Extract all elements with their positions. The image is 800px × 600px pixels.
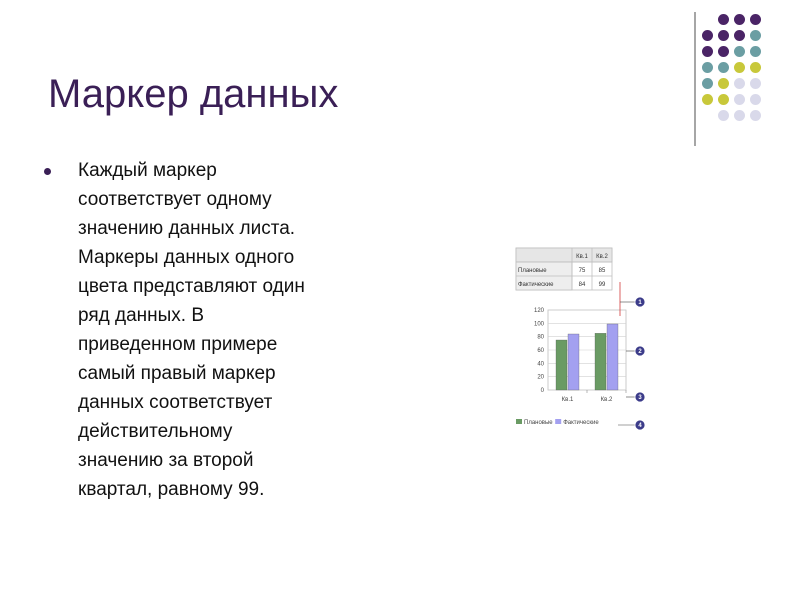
y-tick-label: 100 — [533, 321, 544, 328]
bullet-text: Каждый маркер соответствует одному значению данных листа. Маркеры данных одного цвета представляют один ряд данных. В приведенном примере самый правый маркер данных соответствует действительному значению за второй квартал, равному 99. — [78, 160, 305, 500]
bullet-list — [44, 156, 384, 504]
decorative-dot — [750, 94, 761, 105]
decorative-dot — [702, 46, 713, 57]
callout-number: 1 — [638, 300, 642, 307]
decorative-dot — [750, 110, 761, 121]
decorative-dot — [718, 94, 729, 105]
decorative-dot — [702, 30, 713, 41]
decorative-dot — [702, 62, 713, 73]
table-header-cell: Кв.2 — [596, 254, 608, 260]
bar — [607, 324, 618, 390]
x-tick-label: Кв.2 — [600, 397, 613, 403]
legend-label: Плановые — [524, 420, 553, 426]
table-cell: 84 — [578, 282, 586, 288]
decorative-dot — [734, 110, 745, 121]
decorative-divider — [694, 12, 696, 146]
legend-swatch — [555, 419, 561, 424]
bar — [556, 340, 567, 390]
table-cell: 75 — [578, 268, 586, 274]
decorative-dot — [734, 94, 745, 105]
table-cell: Фактические — [518, 282, 554, 288]
y-tick-label: 20 — [537, 374, 544, 381]
legend-label: Фактические — [563, 420, 599, 426]
y-tick-label: 0 — [540, 388, 544, 394]
decorative-dot — [702, 78, 713, 89]
bullet-icon — [44, 168, 51, 175]
decorative-dot — [734, 46, 745, 57]
decorative-dot — [750, 46, 761, 57]
decorative-dot — [734, 30, 745, 41]
bar — [568, 334, 579, 390]
table-cell: 99 — [598, 282, 606, 288]
table-header-cell: Кв.1 — [576, 254, 588, 260]
callout-number: 3 — [638, 395, 642, 402]
decorative-dot — [750, 14, 761, 25]
bar — [595, 333, 606, 390]
legend-swatch — [516, 419, 522, 424]
slide-title: Маркер данных — [48, 72, 339, 116]
decorative-dot — [718, 14, 729, 25]
decorative-dot — [718, 110, 729, 121]
decorative-dot — [734, 14, 745, 25]
table-cell: 85 — [598, 268, 606, 274]
decorative-dot — [734, 62, 745, 73]
y-tick-label: 80 — [537, 334, 544, 341]
decorative-dot — [718, 62, 729, 73]
decorative-dot — [750, 62, 761, 73]
y-tick-label: 60 — [537, 348, 544, 354]
decorative-dot — [718, 46, 729, 57]
y-tick-label: 40 — [537, 361, 544, 368]
table-cell: Плановые — [518, 268, 547, 274]
chart-svg — [508, 246, 648, 432]
decorative-dot — [750, 30, 761, 41]
callout-number: 2 — [638, 349, 642, 356]
decorative-dot — [702, 94, 713, 105]
chart-figure — [508, 246, 648, 432]
decorative-dots — [700, 8, 780, 128]
callout-number: 4 — [638, 423, 642, 430]
decorative-dot — [718, 78, 729, 89]
decorative-dot — [734, 78, 745, 89]
decorative-dot — [718, 30, 729, 41]
decorative-dot — [750, 78, 761, 89]
y-tick-label: 120 — [533, 308, 544, 314]
x-tick-label: Кв.1 — [561, 397, 574, 403]
